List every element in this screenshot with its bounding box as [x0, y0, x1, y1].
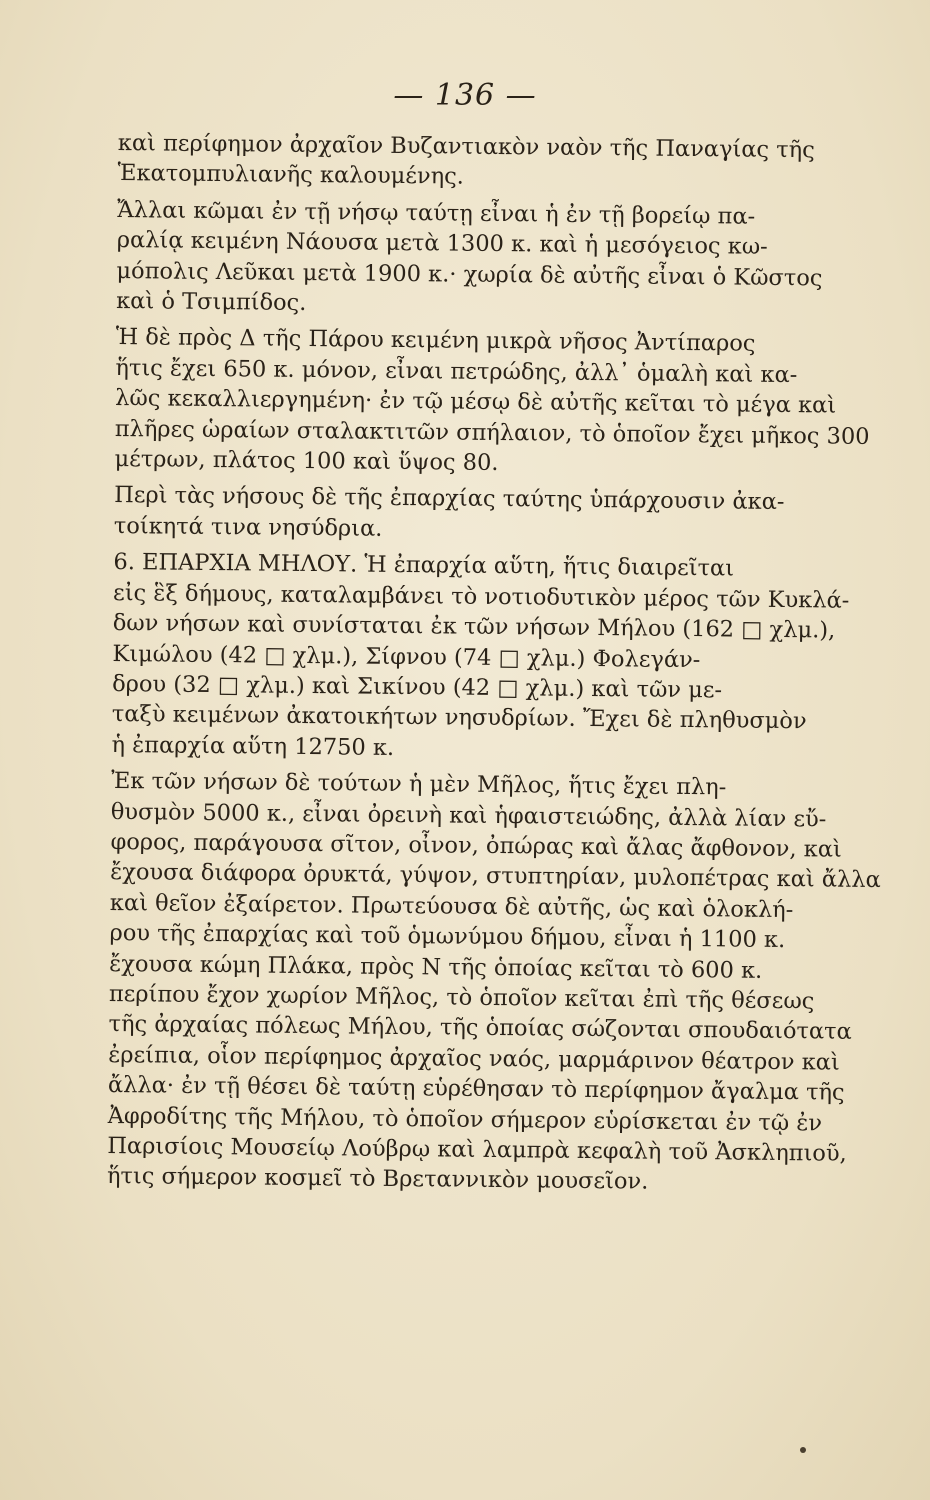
- text-line: ἐρείπια, οἷον περίφημος ἀρχαῖος ναός, μαρμάρινον θέατρον καὶ: [108, 1041, 840, 1076]
- text-line: ραλίᾳ κειμένη Νάουσα μετὰ 1300 κ. καὶ ἡ μεσόγειος κω-: [116, 227, 768, 261]
- text-line: εἰς ἓξ δήμους, καταλαμβάνει τὸ νοτιοδυτικὸν μέρος τῶν Κυκλά-: [112, 579, 850, 614]
- text-line: ἄλλα· ἐν τῇ θέσει δὲ ταύτῃ εὑρέθησαν τὸ περίφημον ἄγαλμα τῆς: [107, 1072, 845, 1106]
- text-line: δρου (32 □ χλμ.) καὶ Σικίνου (42 □ χλμ.) καὶ τῶν με-: [112, 670, 723, 704]
- text-line: περίπου ἔχον χωρίον Μῆλος, τὸ ὁποῖον κεῖται ἐπὶ τῆς θέσεως: [108, 980, 815, 1015]
- paragraph-villages: [116, 195, 907, 325]
- text-line: 6. ΕΠΑΡΧΙΑ ΜΗΛΟΥ. Ἡ ἐπαρχία αὕτη, ἥτις διαιρεῖται: [113, 549, 735, 582]
- text-line: δων νήσων καὶ συνίσταται ἐκ τῶν νήσων Μήλου (162 □ χλμ.),: [112, 610, 836, 644]
- text-line: Ἄλλαι κῶμαι ἐν τῇ νήσῳ ταύτῃ εἶναι ἡ ἐν τῇ βορείῳ πα-: [117, 196, 756, 230]
- ink-spot: [800, 1447, 806, 1453]
- text-line: λῶς κεκαλλιεργημένη· ἐν τῷ μέσῳ δὲ αὐτῆς κεῖται τὸ μέγα καὶ: [115, 385, 837, 419]
- body-text: [107, 128, 908, 1206]
- text-line: τῆς ἀρχαίας πόλεως Μήλου, τῆς ὁποίας σώζονται σπουδαιότατα: [108, 1011, 852, 1046]
- text-line: ρου τῆς ἐπαρχίας καὶ τοῦ ὁμωνύμου δήμου, εἶναι ἡ 1100 κ.: [109, 920, 786, 954]
- text-line: μέτρων, πλάτος 100 καὶ ὕψος 80.: [114, 446, 499, 477]
- paragraph-milos-island: [107, 766, 901, 1200]
- text-line: Παρισίοις Μουσείῳ Λούβρῳ καὶ λαμπρὰ κεφαλὴ τοῦ Ἀσκληπιοῦ,: [107, 1132, 847, 1167]
- text-line: ἔχουσα κώμη Πλάκα, πρὸς Ν τῆς ὁποίας κεῖται τὸ 600 κ.: [109, 950, 763, 984]
- text-line: καὶ θεῖον ἐξαίρετον. Πρωτεύουσα δὲ αὐτῆς, ὡς καὶ ὁλοκλή-: [109, 889, 794, 923]
- text-line: Περὶ τὰς νήσους δὲ τῆς ἐπαρχίας ταύτης ὑπάρχουσιν ἀκα-: [114, 482, 785, 516]
- text-line: Ἑκατομπυλιανῆς καλουμένης.: [117, 160, 465, 191]
- paragraph-antiparos: [114, 322, 906, 482]
- text-line: τοίκητά τινα νησύδρια.: [113, 512, 383, 542]
- text-line: ἔχουσα διάφορα ὀρυκτά, γύψον, στυπτηρίαν, μυλοπέτρας καὶ ἄλλα: [110, 859, 881, 894]
- text-line: πλῆρες ὡραίων σταλακτιτῶν σπήλαιον, τὸ ὁποῖον ἔχει μῆκος 300: [114, 415, 870, 450]
- text-line: ταξὺ κειμένων ἀκατοικήτων νησυδρίων. Ἔχει δὲ πληθυσμὸν: [111, 701, 807, 735]
- paragraph-panagia: [117, 128, 908, 197]
- text-line: Ἐκ τῶν νήσων δὲ τούτων ἡ μὲν Μῆλος, ἥτις ἔχει πλη-: [111, 768, 727, 801]
- paragraph-islets: [114, 480, 905, 549]
- text-line: φορος, παράγουσα σῖτον, οἶνον, ὀπώρας καὶ ἄλας ἄφθονον, καὶ: [110, 828, 842, 863]
- text-line: καὶ περίφημον ἀρχαῖον Βυζαντιακὸν ναὸν τῆς Παναγίας τῆς: [117, 129, 815, 164]
- text-line: ἥτις ἔχει 650 κ. μόνον, εἶναι πετρώδης, ἀλλ᾽ ὁμαλὴ καὶ κα-: [115, 354, 798, 388]
- text-line: Κιμώλου (42 □ χλμ.), Σίφνου (74 □ χλμ.) Φολεγάν-: [112, 640, 701, 673]
- text-line: μόπολις Λεῦκαι μετὰ 1900 κ.· χωρία δὲ αὐτῆς εἶναι ὁ Κῶστος: [116, 257, 823, 292]
- text-line: θυσμὸν 5000 κ., εἶναι ὀρεινὴ καὶ ἡφαιστειώδης, ἀλλὰ λίαν εὔ-: [110, 798, 827, 832]
- page-number: — 136 —: [393, 78, 537, 113]
- text-line: Ἡ δὲ πρὸς Δ τῆς Πάρου κειμένη μικρὰ νῆσος Ἀντίπαρος: [115, 324, 756, 358]
- text-line: ἡ ἐπαρχία αὕτη 12750 κ.: [111, 731, 395, 761]
- text-line: καὶ ὁ Τσιμπίδος.: [116, 288, 307, 317]
- paragraph-milos-province: [111, 547, 903, 768]
- text-line: ἥτις σήμερον κοσμεῖ τὸ Βρεταννικὸν μουσεῖον.: [106, 1163, 649, 1196]
- text-line: Ἀφροδίτης τῆς Μήλου, τὸ ὁποῖον σήμερον εὑρίσκεται ἐν τῷ ἐν: [107, 1102, 823, 1137]
